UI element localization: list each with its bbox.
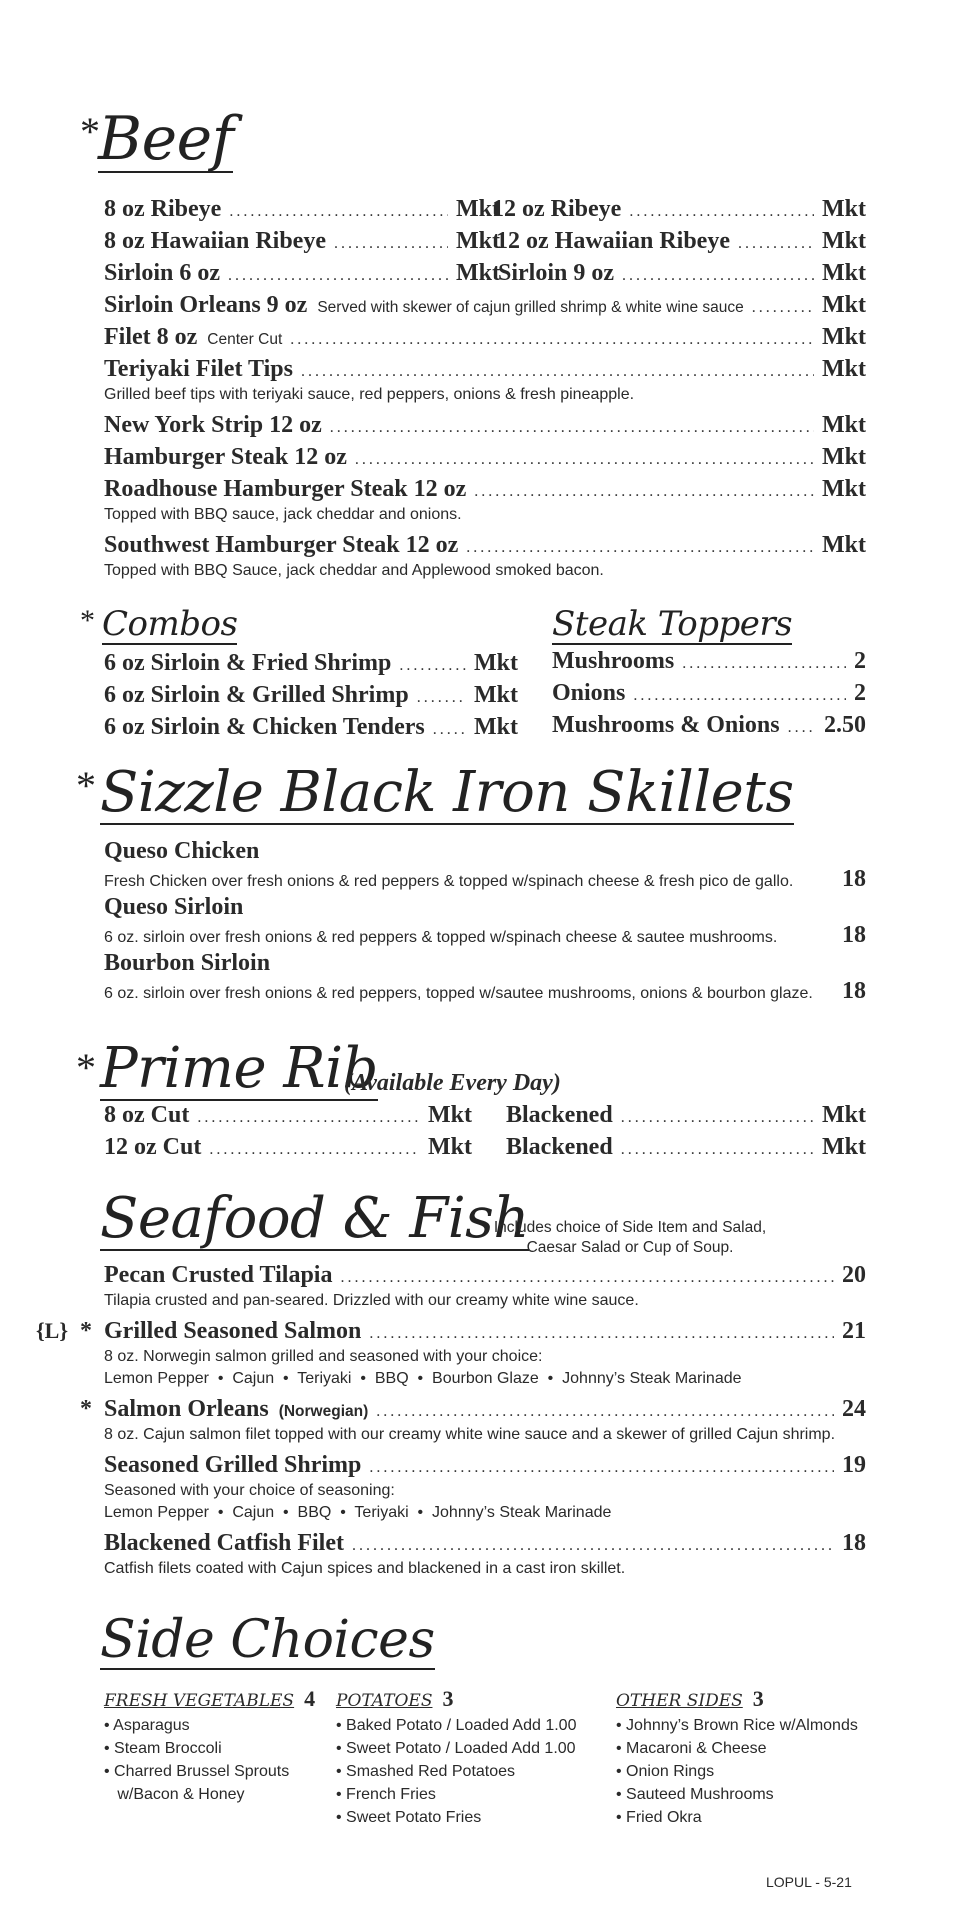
prime-rib-heading: Prime Rib — [100, 1036, 378, 1101]
side-column-other — [616, 1686, 858, 1829]
item-name: Salmon Orleans — [104, 1396, 269, 1422]
item-name: Sirloin 6 oz — [104, 260, 221, 286]
item-name: Mushrooms — [552, 648, 675, 674]
asterisk: * — [76, 763, 96, 808]
item-name: Sirloin Orleans 9 oz — [104, 292, 308, 318]
side-choices-heading: Side Choices — [100, 1610, 435, 1670]
item-description: Catfish filets coated with Cajun spices and blackened in a cast iron skillet. — [104, 1560, 626, 1577]
beef-row — [104, 196, 500, 223]
item-name: Onions — [552, 680, 626, 706]
skillets-heading: Sizzle Black Iron Skillets — [100, 760, 794, 825]
beef-item — [104, 476, 866, 503]
side-column-vegetables — [104, 1686, 315, 1806]
item-description: 6 oz. sirloin over fresh onions & red peppers & topped w/spinach cheese & sautee mushrooms. — [104, 929, 778, 946]
seafood-item — [104, 1396, 866, 1423]
item-price: Mkt — [822, 476, 866, 502]
item-price: Mkt — [456, 196, 500, 222]
beef-row — [104, 260, 500, 287]
beef-item — [104, 292, 866, 319]
list-item: • Smashed Red Potatoes — [336, 1763, 516, 1780]
item-price: 18 — [842, 978, 866, 1004]
list-item: • Macaroni & Cheese — [616, 1740, 767, 1757]
item-price: Mkt — [822, 324, 866, 350]
item-price: Mkt — [822, 228, 866, 254]
prime-rib-row — [506, 1102, 866, 1129]
beef-item — [104, 444, 866, 471]
item-note: (Norwegian) — [278, 1403, 369, 1420]
local-marker: {L} — [36, 1318, 69, 1343]
beef-heading: Beef — [98, 104, 234, 174]
item-name: Filet 8 oz — [104, 324, 198, 350]
item-name: 6 oz Sirloin & Fried Shrimp — [104, 650, 392, 676]
item-price: 18 — [842, 866, 866, 892]
list-item: • Steam Broccoli — [104, 1740, 222, 1757]
item-price: 2.50 — [824, 712, 866, 738]
item-name: 12 oz Cut — [104, 1134, 202, 1160]
item-price: 2 — [854, 648, 866, 674]
item-price: Mkt — [456, 228, 500, 254]
seafood-item — [104, 1262, 866, 1289]
list-item: • Sauteed Mushrooms — [616, 1786, 774, 1803]
item-name: Sirloin 9 oz — [498, 260, 615, 286]
item-description: 6 oz. sirloin over fresh onions & red peppers, topped w/sautee mushrooms, onions & bourbon glaze. — [104, 985, 813, 1002]
beef-row — [496, 228, 866, 255]
list-item: • Sweet Potato / Loaded Add 1.00 — [336, 1740, 576, 1757]
list-item: • Sweet Potato Fries — [336, 1809, 482, 1826]
asterisk: * — [76, 1045, 96, 1090]
item-name: Mushrooms & Onions — [552, 712, 780, 738]
item-price: 2 — [854, 680, 866, 706]
topper-item — [552, 680, 866, 707]
item-name: Teriyaki Filet Tips — [104, 356, 293, 382]
asterisk: * — [80, 604, 95, 637]
item-price: Mkt — [822, 1134, 866, 1160]
item-price: Mkt — [456, 260, 500, 286]
item-name: Blackened — [506, 1102, 613, 1128]
side-heading: POTATOES — [336, 1691, 433, 1711]
item-name: Blackened — [506, 1134, 613, 1160]
seafood-heading: Seafood & Fish — [100, 1186, 529, 1251]
beef-item — [104, 324, 866, 351]
beef-item — [104, 532, 866, 559]
asterisk: * — [80, 1318, 92, 1344]
list-item: • Charred Brussel Sprouts — [104, 1763, 290, 1780]
topper-item — [552, 712, 866, 739]
prime-rib-availability: (Available Every Day) — [344, 1070, 561, 1096]
combo-item — [104, 682, 518, 709]
side-heading: FRESH VEGETABLES — [104, 1691, 295, 1711]
item-name: Seasoned Grilled Shrimp — [104, 1452, 362, 1478]
item-options: Lemon Pepper • Cajun • BBQ • Teriyaki • Johnny’s Steak Marinade — [104, 1504, 612, 1521]
item-price: 18 — [842, 922, 866, 948]
item-description: Tilapia crusted and pan-seared. Drizzled with our creamy white wine sauce. — [104, 1292, 639, 1309]
item-price: 18 — [842, 1530, 866, 1556]
item-description: Grilled beef tips with teriyaki sauce, red peppers, onions & fresh pineapple. — [104, 386, 635, 403]
item-name: Grilled Seasoned Salmon — [104, 1318, 362, 1344]
item-name: Roadhouse Hamburger Steak 12 oz — [104, 476, 467, 502]
topper-item — [552, 648, 866, 675]
list-item: • Fried Okra — [616, 1809, 702, 1826]
item-name: Queso Chicken — [104, 838, 260, 864]
side-price: 3 — [442, 1686, 454, 1711]
list-item: • French Fries — [336, 1786, 436, 1803]
item-price: 24 — [842, 1396, 866, 1422]
item-price: Mkt — [822, 1102, 866, 1128]
item-price: 20 — [842, 1262, 866, 1288]
list-item: • Onion Rings — [616, 1763, 715, 1780]
asterisk: * — [80, 109, 100, 154]
seafood-item — [104, 1318, 866, 1345]
item-price: Mkt — [822, 356, 866, 382]
item-price: Mkt — [822, 260, 866, 286]
item-price: Mkt — [822, 412, 866, 438]
item-price: Mkt — [822, 444, 866, 470]
item-description: Topped with BBQ sauce, jack cheddar and onions. — [104, 506, 462, 523]
item-price: Mkt — [474, 650, 518, 676]
item-name: 8 oz Hawaiian Ribeye — [104, 228, 326, 254]
item-price: Mkt — [822, 292, 866, 318]
item-name: 8 oz Cut — [104, 1102, 190, 1128]
item-price: 21 — [842, 1318, 866, 1344]
beef-item — [104, 356, 866, 383]
item-description: Topped with BBQ Sauce, jack cheddar and Applewood smoked bacon. — [104, 562, 604, 579]
list-item: • Asparagus — [104, 1717, 190, 1734]
prime-rib-row — [104, 1134, 472, 1161]
item-price: Mkt — [474, 682, 518, 708]
item-description: Seasoned with your choice of seasoning: — [104, 1482, 395, 1499]
menu-code: LOPUL - 5-21 — [766, 1874, 852, 1890]
item-price: Mkt — [822, 196, 866, 222]
item-name: Bourbon Sirloin — [104, 950, 271, 976]
item-description: 8 oz. Cajun salmon filet topped with our creamy white wine sauce and a skewer of grilled Cajun shrimp. — [104, 1426, 836, 1443]
beef-row — [498, 260, 866, 287]
side-heading: OTHER SIDES — [616, 1691, 743, 1711]
item-price: Mkt — [474, 714, 518, 740]
item-name: 12 oz Ribeye — [492, 196, 622, 222]
item-description: 8 oz. Norwegin salmon grilled and seasoned with your choice: — [104, 1348, 543, 1365]
item-name: 6 oz Sirloin & Chicken Tenders — [104, 714, 425, 740]
item-name: Hamburger Steak 12 oz — [104, 444, 347, 470]
item-note: Center Cut — [207, 331, 283, 348]
skillet-item — [104, 922, 866, 949]
beef-row — [492, 196, 866, 223]
combo-item — [104, 714, 518, 741]
item-price: Mkt — [822, 532, 866, 558]
skillet-item — [104, 978, 866, 1005]
item-name: Pecan Crusted Tilapia — [104, 1262, 333, 1288]
side-price: 3 — [752, 1686, 764, 1711]
item-name: Southwest Hamburger Steak 12 oz — [104, 532, 459, 558]
prime-rib-row — [104, 1102, 472, 1129]
item-price: Mkt — [428, 1134, 472, 1160]
item-name: Queso Sirloin — [104, 894, 244, 920]
item-price: 19 — [842, 1452, 866, 1478]
item-name: 12 oz Hawaiian Ribeye — [496, 228, 730, 254]
list-item: • Baked Potato / Loaded Add 1.00 — [336, 1717, 577, 1734]
side-price: 4 — [304, 1686, 316, 1711]
item-name: New York Strip 12 oz — [104, 412, 322, 438]
steak-toppers-heading: Steak Toppers — [552, 604, 793, 644]
skillet-item — [104, 866, 866, 893]
side-column-potatoes — [336, 1686, 576, 1829]
prime-rib-row — [506, 1134, 866, 1161]
combos-heading: Combos — [102, 604, 238, 644]
item-price: Mkt — [428, 1102, 472, 1128]
list-item: w/Bacon & Honey — [104, 1786, 245, 1803]
seafood-note: Includes choice of Side Item and Salad, Caesar Salad or Cup of Soup. — [493, 1219, 767, 1256]
seafood-item — [104, 1530, 866, 1557]
item-name: 8 oz Ribeye — [104, 196, 222, 222]
beef-item — [104, 412, 866, 439]
item-description: Fresh Chicken over fresh onions & red peppers & topped w/spinach cheese & fresh pico de gallo. — [104, 873, 794, 890]
item-name: Blackened Catfish Filet — [104, 1530, 344, 1556]
item-name: 6 oz Sirloin & Grilled Shrimp — [104, 682, 409, 708]
combo-item — [104, 650, 518, 677]
item-note: Served with skewer of cajun grilled shrimp & white wine sauce — [317, 299, 744, 316]
asterisk: * — [80, 1396, 92, 1422]
seafood-item — [104, 1452, 866, 1479]
beef-row — [104, 228, 500, 255]
item-options: Lemon Pepper • Cajun • Teriyaki • BBQ • Bourbon Glaze • Johnny’s Steak Marinade — [104, 1370, 742, 1387]
list-item: • Johnny’s Brown Rice w/Almonds — [616, 1717, 858, 1734]
